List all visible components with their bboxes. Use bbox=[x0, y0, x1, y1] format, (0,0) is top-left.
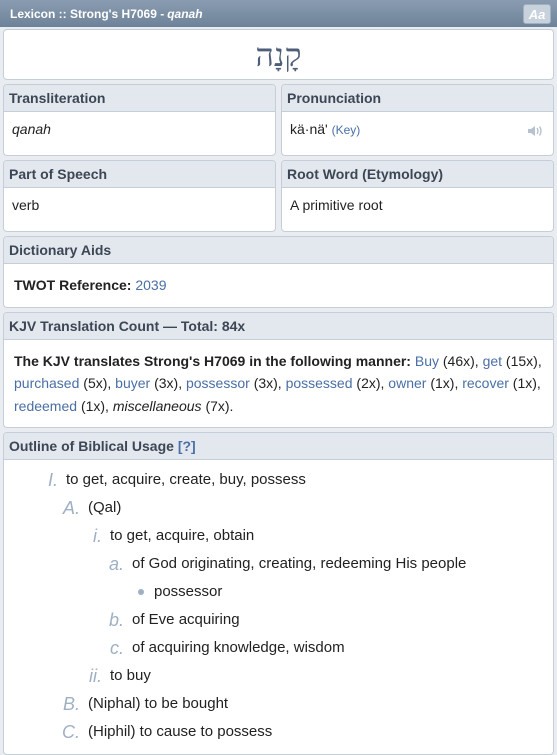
outline-item-number: b. bbox=[108, 610, 124, 630]
kjv-word-link[interactable]: owner bbox=[388, 375, 427, 391]
dictionary-aids-header: Dictionary Aids bbox=[4, 237, 553, 264]
kjv-word-link[interactable]: Buy bbox=[414, 352, 439, 369]
transliteration-value: qanah bbox=[12, 121, 51, 137]
outline-item-text: to buy bbox=[110, 667, 151, 684]
outline-help-link[interactable]: [?] bbox=[177, 438, 196, 454]
kjv-header: KJV Translation Count — Total: 84x bbox=[4, 313, 553, 340]
kjv-word-count: (2x), bbox=[356, 375, 385, 391]
outline-header bbox=[4, 433, 553, 460]
kjv-word-link[interactable]: possessor bbox=[185, 375, 250, 391]
outline-item-text: of God originating, creating, redeeming His people bbox=[132, 555, 467, 572]
twot-reference-link[interactable]: 2039 bbox=[135, 277, 167, 293]
kjv-misc-count: (7x). bbox=[205, 397, 234, 414]
outline-item bbox=[4, 634, 553, 662]
titlebar-word: qanah bbox=[167, 6, 203, 21]
transliteration-header: Transliteration bbox=[4, 85, 275, 112]
outline-item-text: (Qal) bbox=[88, 499, 122, 516]
outline-panel bbox=[3, 432, 554, 755]
pronunciation-header: Pronunciation bbox=[282, 85, 553, 112]
titlebar-label: Lexicon :: Strong's H7069 - bbox=[10, 6, 165, 21]
kjv-translation-panel bbox=[3, 312, 554, 429]
kjv-word-count: (3x), bbox=[253, 375, 282, 391]
outline-item bbox=[4, 662, 553, 690]
root-word-header: Root Word (Etymology) bbox=[282, 161, 553, 188]
bullet-icon bbox=[138, 589, 144, 595]
kjv-word-count: (5x), bbox=[83, 375, 112, 391]
outline-item-number: B. bbox=[62, 694, 80, 714]
outline-item bbox=[4, 522, 553, 550]
pronunciation-key-link[interactable]: (Key) bbox=[331, 123, 361, 137]
outline-item-text: to get, acquire, obtain bbox=[110, 527, 255, 544]
outline-item-number: c. bbox=[109, 638, 124, 658]
outline-title: Outline of Biblical Usage bbox=[9, 438, 174, 454]
outline-item-text: (Hiphil) to cause to possess bbox=[88, 723, 273, 740]
outline-item bbox=[4, 606, 553, 634]
pronunciation-value: kä·nä' bbox=[290, 121, 328, 137]
outline-item bbox=[4, 550, 553, 578]
outline-item bbox=[4, 578, 553, 606]
outline-item-number: i. bbox=[93, 526, 102, 546]
dictionary-aids-panel bbox=[3, 236, 554, 308]
outline-item bbox=[4, 690, 553, 718]
outline-item-number: A. bbox=[62, 498, 80, 518]
outline-item bbox=[4, 466, 553, 494]
outline-item-text: possessor bbox=[154, 583, 223, 600]
kjv-word-count: (1x), bbox=[80, 397, 109, 414]
kjv-word-link[interactable]: purchased bbox=[14, 375, 80, 391]
outline-item-text: of acquiring knowledge, wisdom bbox=[132, 639, 345, 656]
lexicon-titlebar bbox=[0, 0, 557, 27]
outline-item-number: ii. bbox=[89, 666, 102, 686]
outline-item-number: I. bbox=[47, 470, 58, 490]
pronunciation-panel bbox=[281, 84, 554, 156]
outline-item-text: of Eve acquiring bbox=[132, 611, 240, 628]
outline-item bbox=[4, 494, 553, 522]
outline-item-text: to get, acquire, create, buy, possess bbox=[66, 471, 306, 488]
outline-item bbox=[4, 718, 553, 746]
kjv-word-count: (46x), bbox=[442, 352, 479, 369]
part-of-speech-panel bbox=[3, 160, 276, 232]
part-of-speech-header: Part of Speech bbox=[4, 161, 275, 188]
kjv-word-link[interactable]: get bbox=[482, 352, 503, 369]
kjv-intro: The KJV translates Strong's H7069 in the following manner: bbox=[14, 352, 411, 369]
kjv-word-link[interactable]: recover bbox=[462, 375, 509, 391]
kjv-word-count: (1x), bbox=[430, 375, 459, 391]
kjv-word-count: (15x), bbox=[505, 352, 542, 369]
kjv-misc: miscellaneous bbox=[112, 397, 202, 414]
font-size-button[interactable]: Aa bbox=[523, 4, 551, 24]
twot-label: TWOT Reference: bbox=[14, 277, 132, 293]
kjv-word-count: (1x), bbox=[512, 375, 541, 391]
outline-item-number: C. bbox=[62, 722, 80, 742]
kjv-word-link[interactable]: buyer bbox=[115, 375, 151, 391]
transliteration-panel bbox=[3, 84, 276, 156]
root-word-value: A primitive root bbox=[290, 197, 383, 213]
kjv-word-count: (3x), bbox=[154, 375, 183, 391]
speaker-icon[interactable] bbox=[527, 124, 545, 138]
outline-item-text: (Niphal) to be bought bbox=[88, 695, 229, 712]
part-of-speech-value: verb bbox=[12, 197, 40, 213]
kjv-word-link[interactable]: redeemed bbox=[14, 397, 78, 414]
outline-item-number: a. bbox=[108, 554, 124, 574]
kjv-translation-text bbox=[4, 340, 553, 428]
root-word-panel bbox=[281, 160, 554, 232]
kjv-word-link[interactable]: possessed bbox=[285, 375, 353, 391]
outline-list bbox=[4, 460, 553, 754]
hebrew-word: קָנָה bbox=[3, 29, 554, 80]
